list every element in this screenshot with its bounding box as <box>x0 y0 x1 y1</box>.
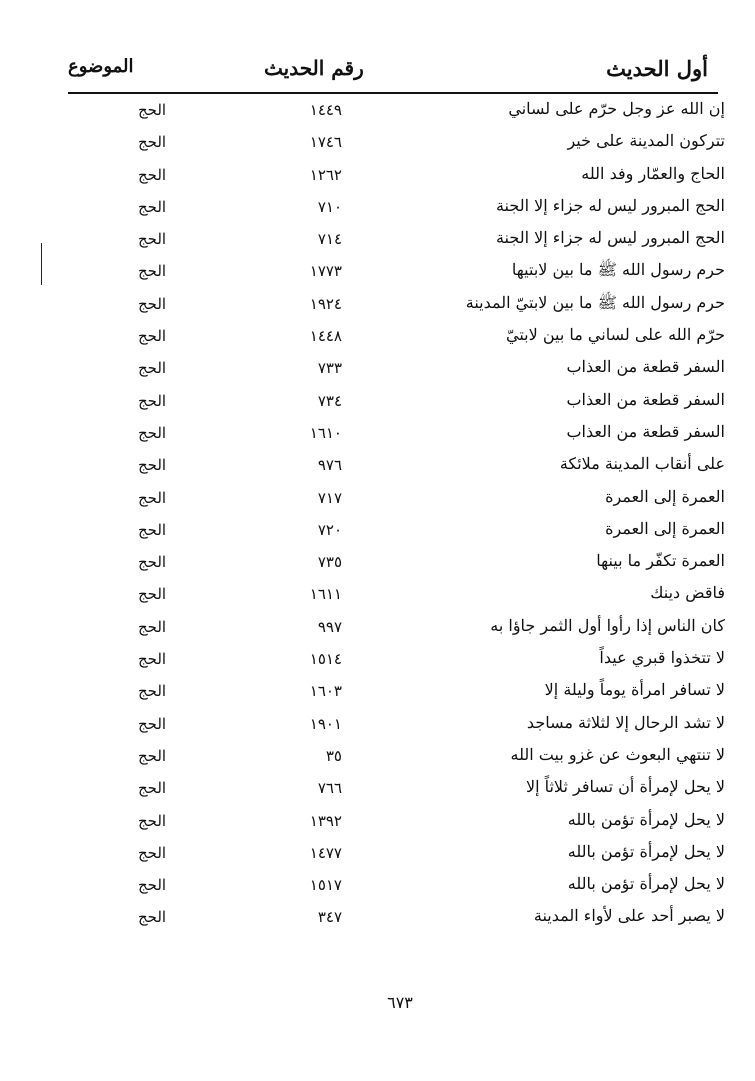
hadith-first-words: الحج المبرور ليس له جزاء إلا الجنة <box>495 195 725 215</box>
hadith-topic: الحج <box>138 585 167 604</box>
table-row <box>0 452 755 484</box>
hadith-number: ١٦٠٣ <box>309 682 342 701</box>
hadith-topic: الحج <box>138 262 167 281</box>
table-row <box>0 614 755 646</box>
hadith-first-words: حرم رسول الله ﷺ ما بين لابتيّ المدينة <box>465 292 725 312</box>
table-row <box>0 258 755 290</box>
table-row <box>0 323 755 355</box>
table-header <box>68 56 708 90</box>
hadith-number: ٧٣٥ <box>317 553 342 572</box>
table-row <box>0 97 755 129</box>
hadith-number: ١٢٦٢ <box>309 165 342 184</box>
hadith-topic: الحج <box>138 359 167 378</box>
table-row <box>0 355 755 387</box>
hadith-number: ١٥١٧ <box>309 876 342 895</box>
hadith-first-words: لا تنتهي البعوث عن غزو بيت الله <box>510 744 725 764</box>
table-row <box>0 808 755 840</box>
hadith-topic: الحج <box>138 843 167 862</box>
hadith-number: ٧١٤ <box>317 230 342 249</box>
hadith-topic: الحج <box>138 230 167 249</box>
table-row <box>0 485 755 517</box>
hadith-number: ٩٩٧ <box>317 617 342 636</box>
hadith-topic: الحج <box>138 327 167 346</box>
hadith-topic: الحج <box>138 682 167 701</box>
hadith-number: ١٩٠١ <box>309 714 342 733</box>
hadith-first-words: لا يحل لإمرأة تؤمن بالله <box>567 809 725 829</box>
hadith-topic: الحج <box>138 423 167 442</box>
table-row <box>0 904 755 936</box>
hadith-first-words: الحج المبرور ليس له جزاء إلا الجنة <box>495 228 725 248</box>
hadith-first-words: إن الله عز وجل حرّم على لساني <box>508 99 725 118</box>
hadith-topic: الحج <box>138 488 167 507</box>
table-row <box>0 743 755 775</box>
hadith-number: ١٤٤٨ <box>309 327 342 346</box>
hadith-number: ٧٦٦ <box>317 779 342 798</box>
hadith-number: ١٦١١ <box>309 585 342 604</box>
hadith-first-words: السفر قطعة من العذاب <box>566 389 725 409</box>
hadith-number: ٣٤٧ <box>317 908 342 927</box>
hadith-topic: الحج <box>138 294 167 313</box>
hadith-number: ٧٣٤ <box>317 391 342 410</box>
hadith-number: ٧٢٠ <box>317 520 342 539</box>
hadith-first-words: فاقض دينك <box>650 583 725 603</box>
hadith-topic: الحج <box>138 391 167 410</box>
hadith-first-words: حرّم الله على لساني ما بين لابتيّ <box>506 325 725 345</box>
hadith-topic: الحج <box>138 650 167 669</box>
hadith-first-words: السفر قطعة من العذاب <box>566 421 725 441</box>
hadith-number: ١٦١٠ <box>309 423 342 442</box>
table-row <box>0 646 755 678</box>
hadith-number: ٧١٠ <box>317 197 342 216</box>
hadith-number: ٩٧٦ <box>317 456 342 475</box>
index-table <box>0 97 755 937</box>
hadith-number: ٧٣٣ <box>317 359 342 378</box>
header-hadith-number: رقم الحديث <box>264 56 364 80</box>
hadith-number: ١٧٧٣ <box>309 262 342 281</box>
table-row <box>0 549 755 581</box>
header-first-words: أول الحديث <box>606 56 708 81</box>
hadith-topic: الحج <box>138 165 167 184</box>
header-rule <box>68 92 718 94</box>
table-row <box>0 129 755 161</box>
hadith-first-words: لا تسافر امرأة يوماً وليلة إلا <box>544 680 725 700</box>
hadith-first-words: تتركون المدينة على خير <box>567 131 725 151</box>
table-row <box>0 872 755 904</box>
hadith-first-words: السفر قطعة من العذاب <box>566 357 725 377</box>
table-row <box>0 678 755 710</box>
hadith-topic: الحج <box>138 133 167 152</box>
hadith-first-words: لا يحل لإمرأة أن تسافر ثلاثاً إلا <box>525 777 725 797</box>
hadith-topic: الحج <box>138 520 167 539</box>
hadith-first-words: لا يصبر أحد على لأواء المدينة <box>533 906 725 926</box>
hadith-first-words: على أنقاب المدينة ملائكة <box>559 454 725 474</box>
hadith-first-words: لا يحل لإمرأة تؤمن بالله <box>567 874 725 894</box>
table-row <box>0 420 755 452</box>
hadith-number: ١٤٤٩ <box>309 101 342 119</box>
table-row <box>0 840 755 872</box>
table-row <box>0 388 755 420</box>
hadith-topic: الحج <box>138 876 167 895</box>
hadith-number: ٣٥ <box>325 746 342 765</box>
hadith-topic: الحج <box>138 456 167 475</box>
hadith-number: ١٣٩٢ <box>309 811 342 830</box>
table-row <box>0 581 755 613</box>
hadith-first-words: العمرة تكفّر ما بينها <box>596 551 725 571</box>
table-row <box>0 194 755 226</box>
hadith-first-words: الحاج والعمّار وفد الله <box>581 163 725 183</box>
hadith-topic: الحج <box>138 553 167 572</box>
hadith-first-words: لا تتخذوا قبري عيداً <box>599 648 725 668</box>
hadith-topic: الحج <box>138 197 167 216</box>
hadith-topic: الحج <box>138 811 167 830</box>
table-row <box>0 291 755 323</box>
hadith-first-words: العمرة إلى العمرة <box>605 518 725 538</box>
table-row <box>0 711 755 743</box>
hadith-number: ١٥١٤ <box>309 650 342 669</box>
hadith-topic: الحج <box>138 714 167 733</box>
hadith-first-words: لا يحل لإمرأة تؤمن بالله <box>567 841 725 861</box>
hadith-first-words: لا تشد الرحال إلا لثلاثة مساجد <box>526 712 725 732</box>
hadith-first-words: حرم رسول الله ﷺ ما بين لابتيها <box>511 260 725 280</box>
page-number: ٦٧٣ <box>387 993 413 1012</box>
hadith-topic: الحج <box>138 779 167 798</box>
hadith-number: ١٤٧٧ <box>309 843 342 862</box>
hadith-number: ٧١٧ <box>317 488 342 507</box>
hadith-number: ١٩٢٤ <box>309 294 342 313</box>
hadith-topic: الحج <box>138 746 167 765</box>
hadith-first-words: كان الناس إذا رأوا أول الثمر جاؤا به <box>490 615 725 635</box>
hadith-first-words: العمرة إلى العمرة <box>605 486 725 506</box>
table-row <box>0 517 755 549</box>
header-topic: الموضوع <box>68 56 134 77</box>
hadith-topic: الحج <box>138 101 167 119</box>
hadith-number: ١٧٤٦ <box>309 133 342 152</box>
hadith-topic: الحج <box>138 617 167 636</box>
hadith-topic: الحج <box>138 908 167 927</box>
table-row <box>0 226 755 258</box>
table-row <box>0 775 755 807</box>
table-row <box>0 162 755 194</box>
